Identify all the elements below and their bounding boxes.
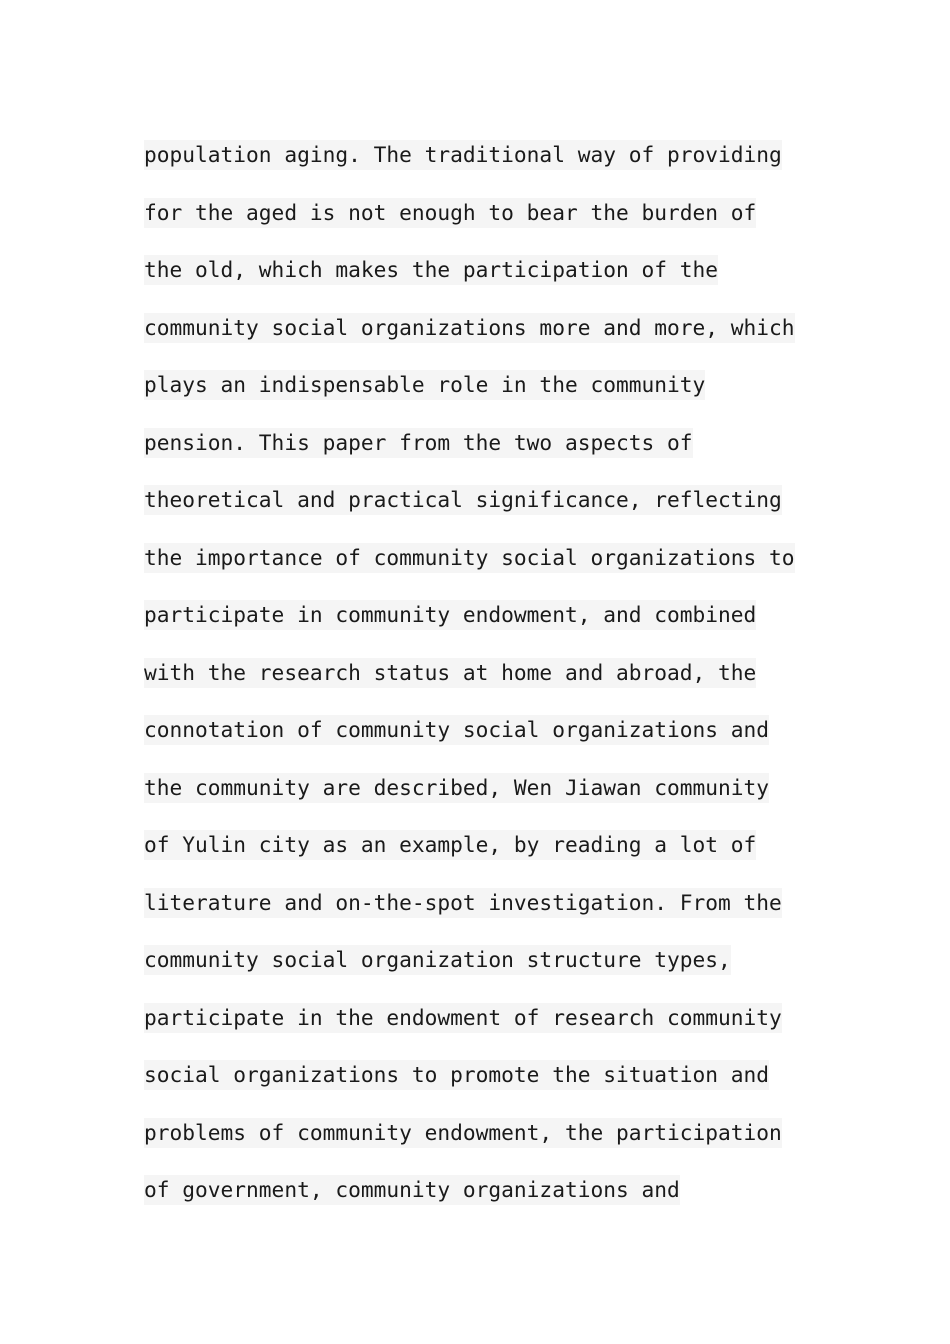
text-line — [144, 1060, 844, 1118]
text-line — [144, 485, 844, 543]
text-line-content: connotation of community social organizations and — [144, 715, 769, 745]
text-line — [144, 600, 844, 658]
text-line-content: of Yulin city as an example, by reading a lot of — [144, 830, 756, 860]
text-line-content: pension. This paper from the two aspects of — [144, 428, 693, 458]
text-line-content: with the research status at home and abroad, the — [144, 658, 756, 688]
text-line — [144, 313, 844, 371]
text-line-content: the old, which makes the participation of the — [144, 255, 718, 285]
text-line — [144, 198, 844, 256]
text-line-content: community social organization structure types, — [144, 945, 731, 975]
text-line-content: problems of community endowment, the participation — [144, 1118, 782, 1148]
text-line-content: theoretical and practical significance, reflecting — [144, 485, 782, 515]
text-line-content: the importance of community social organizations to — [144, 543, 795, 573]
text-line — [144, 830, 844, 888]
text-line-content: the community are described, Wen Jiawan community — [144, 773, 769, 803]
text-line — [144, 370, 844, 428]
text-line — [144, 945, 844, 1003]
text-line — [144, 773, 844, 831]
text-line — [144, 140, 844, 198]
text-line — [144, 715, 844, 773]
text-line-content: for the aged is not enough to bear the burden of — [144, 198, 756, 228]
text-line — [144, 1118, 844, 1176]
text-line-content: of government, community organizations and — [144, 1175, 680, 1205]
text-line-content: literature and on-the-spot investigation. From the — [144, 888, 782, 918]
text-line — [144, 658, 844, 716]
text-line — [144, 255, 844, 313]
text-line — [144, 1003, 844, 1061]
text-line-content: participate in community endowment, and combined — [144, 600, 756, 630]
text-line — [144, 888, 844, 946]
text-line-content: community social organizations more and more, which — [144, 313, 795, 343]
abstract-text — [144, 140, 844, 1233]
text-line — [144, 1175, 844, 1233]
text-line-content: social organizations to promote the situation and — [144, 1060, 769, 1090]
text-line-content: population aging. The traditional way of providing — [144, 140, 782, 170]
text-line — [144, 428, 844, 486]
text-line-content: participate in the endowment of research community — [144, 1003, 782, 1033]
text-line — [144, 543, 844, 601]
text-line-content: plays an indispensable role in the community — [144, 370, 705, 400]
